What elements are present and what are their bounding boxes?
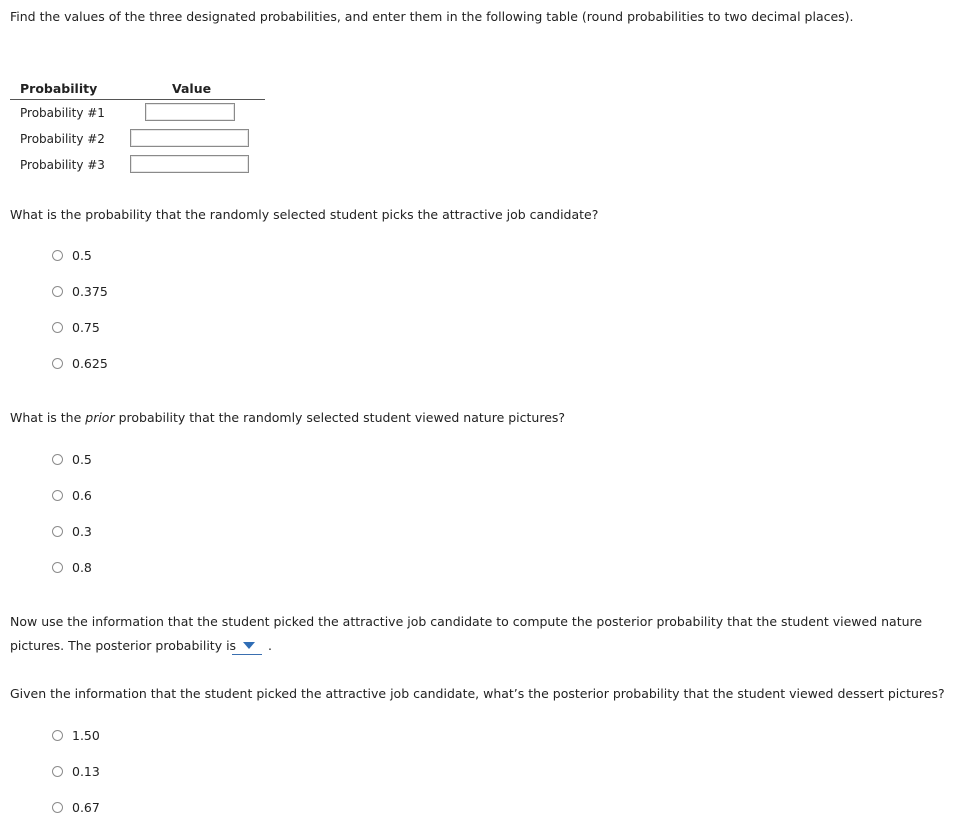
question-1-text: What is the probability that the randomly selected student picks the attractive job candidate? <box>10 207 599 222</box>
table-row-label-3: Probability #3 <box>20 158 105 172</box>
q4-option-1-label: 1.50 <box>72 727 100 743</box>
q1-option-1[interactable] <box>52 247 92 263</box>
radio-circle-icon[interactable] <box>52 730 63 741</box>
radio-circle-icon[interactable] <box>52 526 63 537</box>
probability-2-input[interactable] <box>130 129 249 147</box>
question-2-text <box>10 410 565 425</box>
table-header-divider <box>10 99 265 100</box>
q2-option-1[interactable] <box>52 451 92 467</box>
question-3-period: . <box>268 638 272 653</box>
radio-circle-icon[interactable] <box>52 322 63 333</box>
q4-option-3-label: 0.67 <box>72 799 100 815</box>
q1-option-3[interactable] <box>52 319 100 335</box>
q2-option-4-label: 0.8 <box>72 559 92 575</box>
radio-circle-icon[interactable] <box>52 766 63 777</box>
q1-option-1-label: 0.5 <box>72 247 92 263</box>
table-row-label-2: Probability #2 <box>20 132 105 146</box>
q4-option-3[interactable] <box>52 799 100 815</box>
question-3-text-line-1: Now use the information that the student picked the attractive job candidate to compute the posterior probability that the student viewed nature <box>10 614 923 629</box>
question-3-text-line-2: pictures. The posterior probability is <box>10 638 237 653</box>
q1-option-3-label: 0.75 <box>72 319 100 335</box>
question-4-text: Given the information that the student picked the attractive job candidate, what’s the posterior probability that the student viewed dessert pictures? <box>10 686 945 701</box>
table-row-label-1: Probability #1 <box>20 106 105 120</box>
q2-option-2-label: 0.6 <box>72 487 92 503</box>
q1-option-2[interactable] <box>52 283 108 299</box>
q4-option-2[interactable] <box>52 763 100 779</box>
q2-option-3[interactable] <box>52 523 92 539</box>
q1-option-2-label: 0.375 <box>72 283 108 299</box>
radio-circle-icon[interactable] <box>52 250 63 261</box>
q4-option-1[interactable] <box>52 727 100 743</box>
instructions-text: Find the values of the three designated probabilities, and enter them in the following table (round probabilities to two decimal places). <box>10 9 854 24</box>
table-header-probability: Probability <box>20 81 98 96</box>
question-2-text-start: What is the <box>10 410 86 425</box>
probability-3-input[interactable] <box>130 155 249 173</box>
chevron-down-icon[interactable] <box>243 642 255 649</box>
probability-1-input[interactable] <box>145 103 235 121</box>
radio-circle-icon[interactable] <box>52 286 63 297</box>
question-2-text-emphasis: prior <box>85 410 115 425</box>
q1-option-4-label: 0.625 <box>72 355 108 371</box>
radio-circle-icon[interactable] <box>52 358 63 369</box>
q2-option-3-label: 0.3 <box>72 523 92 539</box>
radio-circle-icon[interactable] <box>52 562 63 573</box>
q2-option-1-label: 0.5 <box>72 451 92 467</box>
q4-option-2-label: 0.13 <box>72 763 100 779</box>
radio-circle-icon[interactable] <box>52 490 63 501</box>
table-header-value: Value <box>172 81 212 96</box>
q2-option-4[interactable] <box>52 559 92 575</box>
q2-option-2[interactable] <box>52 487 92 503</box>
posterior-probability-dropdown[interactable] <box>232 638 262 655</box>
question-2-text-end: probability that the randomly selected student viewed nature pictures? <box>114 410 566 425</box>
q1-option-4[interactable] <box>52 355 108 371</box>
radio-circle-icon[interactable] <box>52 454 63 465</box>
